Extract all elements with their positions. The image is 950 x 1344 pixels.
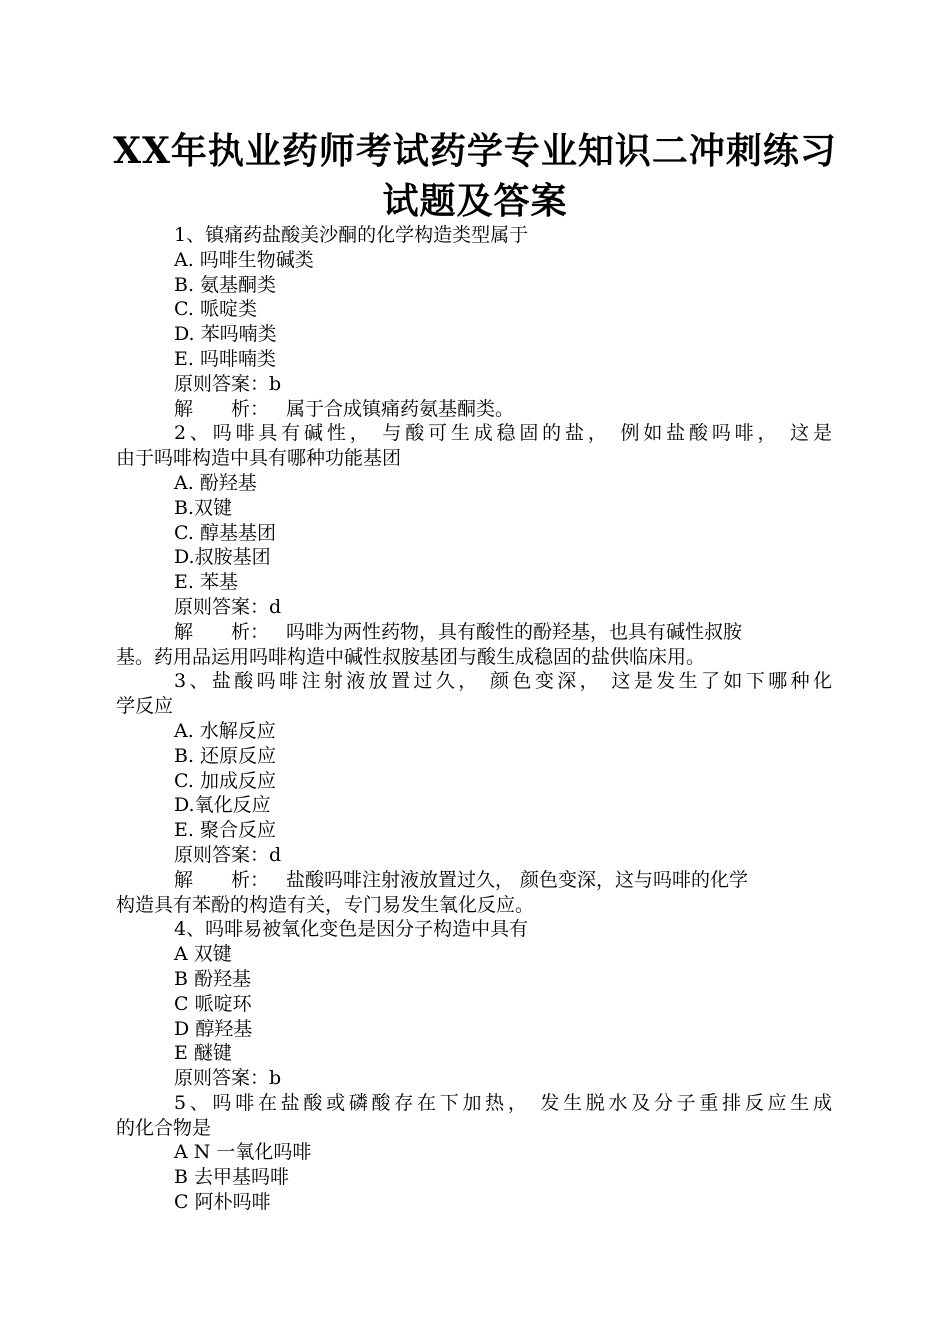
- question-1-option-c: C. 哌啶类: [174, 298, 257, 321]
- analysis-label: 解 析：: [174, 397, 270, 420]
- question-5-stem: 5、吗啡在盐酸或磷酸存在下加热， 发生脱水及分子重排反应生成: [174, 1091, 832, 1114]
- question-1-option-b: B. 氨基酮类: [174, 273, 277, 296]
- question-1-analysis: [116, 397, 832, 422]
- analysis-text: 吗啡为两性药物，具有酸性的酚羟基，也具有碱性叔胺: [286, 620, 743, 643]
- question-2-option-b: B.双键: [174, 496, 233, 519]
- question-2-option-c: C. 醇基基团: [174, 521, 276, 544]
- question-4-option-a: A 双键: [174, 943, 232, 966]
- page-title-line-2: 试题及答案: [382, 180, 568, 222]
- question-4-option-e: E 醚键: [174, 1042, 232, 1065]
- question-2-option-a: A. 酚羟基: [174, 471, 257, 494]
- analysis-label: 解 析：: [174, 868, 270, 891]
- question-1-option-e: E. 吗啡喃类: [174, 347, 276, 370]
- question-2-analysis: [116, 620, 832, 645]
- question-3-analysis: [116, 868, 832, 893]
- analysis-label: 解 析：: [174, 620, 270, 643]
- question-4-stem: 4、吗啡易被氧化变色是因分子构造中具有: [174, 918, 529, 941]
- question-5-option-a: A N 一氧化吗啡: [174, 1141, 312, 1164]
- question-3-analysis-continued: 构造具有苯酚的构造有关，专门易发生氧化反应。: [116, 893, 535, 916]
- question-3-stem-continued: 学反应: [116, 695, 174, 718]
- question-1-option-d: D. 苯吗喃类: [174, 323, 277, 346]
- question-3-option-c: C. 加成反应: [174, 769, 276, 792]
- question-2-analysis-continued: 基。药用品运用吗啡构造中碱性叔胺基团与酸生成稳固的盐供临床用。: [116, 645, 706, 668]
- question-4-option-d: D 醇羟基: [174, 1017, 253, 1040]
- question-4-option-b: B 酚羟基: [174, 967, 252, 990]
- question-2-stem-continued: 由于吗啡构造中具有哪种功能基团: [116, 447, 402, 470]
- question-3-stem: 3、盐酸吗啡注射液放置过久， 颜色变深， 这是发生了如下哪种化: [174, 670, 832, 693]
- question-2-answer: 原则答案：d: [174, 595, 282, 618]
- question-3-option-a: A. 水解反应: [174, 719, 276, 742]
- question-3-option-e: E. 聚合反应: [174, 819, 276, 842]
- question-1-stem: 1、镇痛药盐酸美沙酮的化学构造类型属于: [174, 224, 529, 246]
- question-5-stem-continued: 的化合物是: [116, 1116, 212, 1139]
- question-1-answer: 原则答案：b: [174, 372, 282, 395]
- question-5-option-b: B 去甲基吗啡: [174, 1166, 290, 1189]
- analysis-text: 属于合成镇痛药氨基酮类。: [286, 397, 515, 420]
- question-4-option-c: C 哌啶环: [174, 992, 252, 1015]
- question-2-option-e: E. 苯基: [174, 571, 238, 594]
- question-3-option-d: D.氧化反应: [174, 794, 271, 817]
- question-5-option-c: C 阿朴吗啡: [174, 1191, 271, 1214]
- question-2-option-d: D.叔胺基团: [174, 546, 271, 569]
- question-3-answer: 原则答案：d: [174, 843, 282, 866]
- question-3-option-b: B. 还原反应: [174, 744, 277, 767]
- question-1-option-a: A. 吗啡生物碱类: [174, 248, 314, 271]
- document-body: [116, 223, 832, 1215]
- analysis-text: 盐酸吗啡注射液放置过久， 颜色变深，这与吗啡的化学: [286, 868, 749, 891]
- question-4-answer: 原则答案：b: [174, 1067, 282, 1090]
- page-title-line-1: XX年执业药师考试药学专业知识二冲刺练习: [113, 130, 837, 172]
- question-2-stem: 2、吗啡具有碱性， 与酸可生成稳固的盐， 例如盐酸吗啡， 这是: [174, 422, 832, 445]
